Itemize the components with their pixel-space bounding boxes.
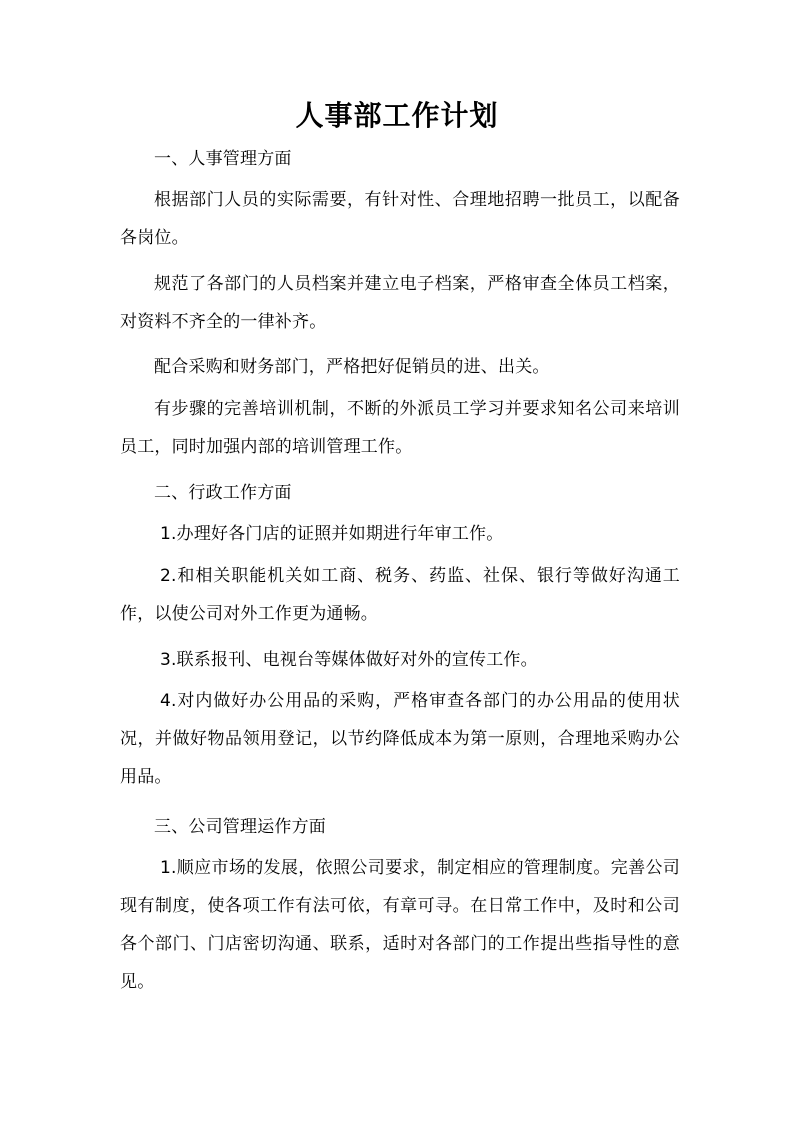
- numbered-item: 4.对内做好办公用品的采购，严格审查各部门的办公用品的使用状况，并做好物品领用登记，以节约降低成本为第一原则，合理地采购办公用品。: [120, 691, 680, 787]
- document-title: 人事部工作计划: [295, 99, 499, 132]
- numbered-item: 3.联系报刊、电视台等媒体做好对外的宣传工作。: [160, 650, 538, 670]
- section-heading-admin-work: 二、行政工作方面: [154, 483, 292, 503]
- numbered-item: 2.和相关职能机关如工商、税务、药监、社保、银行等做好沟通工作，以使公司对外工作更为通畅。: [120, 566, 680, 624]
- section-heading-hr-management: 一、人事管理方面: [154, 149, 292, 169]
- paragraph: 规范了各部门的人员档案并建立电子档案，严格审查全体员工档案，对资料不齐全的一律补齐。: [120, 274, 680, 332]
- numbered-item: 1.办理好各门店的证照并如期进行年审工作。: [160, 524, 504, 544]
- numbered-item: 1.顺应市场的发展，依照公司要求，制定相应的管理制度。完善公司现有制度，使各项工作有法可依，有章可寻。在日常工作中，及时和公司各个部门、门店密切沟通、联系，适时对各部门的工作提出些指导性的意见。: [120, 858, 680, 992]
- section-heading-company-operation: 三、公司管理运作方面: [154, 817, 326, 837]
- paragraph: 根据部门人员的实际需要，有针对性、合理地招聘一批员工，以配备各岗位。: [120, 190, 680, 248]
- paragraph: 有步骤的完善培训机制，不断的外派员工学习并要求知名公司来培训员工，同时加强内部的培训管理工作。: [120, 399, 680, 457]
- paragraph: 配合采购和财务部门，严格把好促销员的进、出关。: [154, 357, 550, 377]
